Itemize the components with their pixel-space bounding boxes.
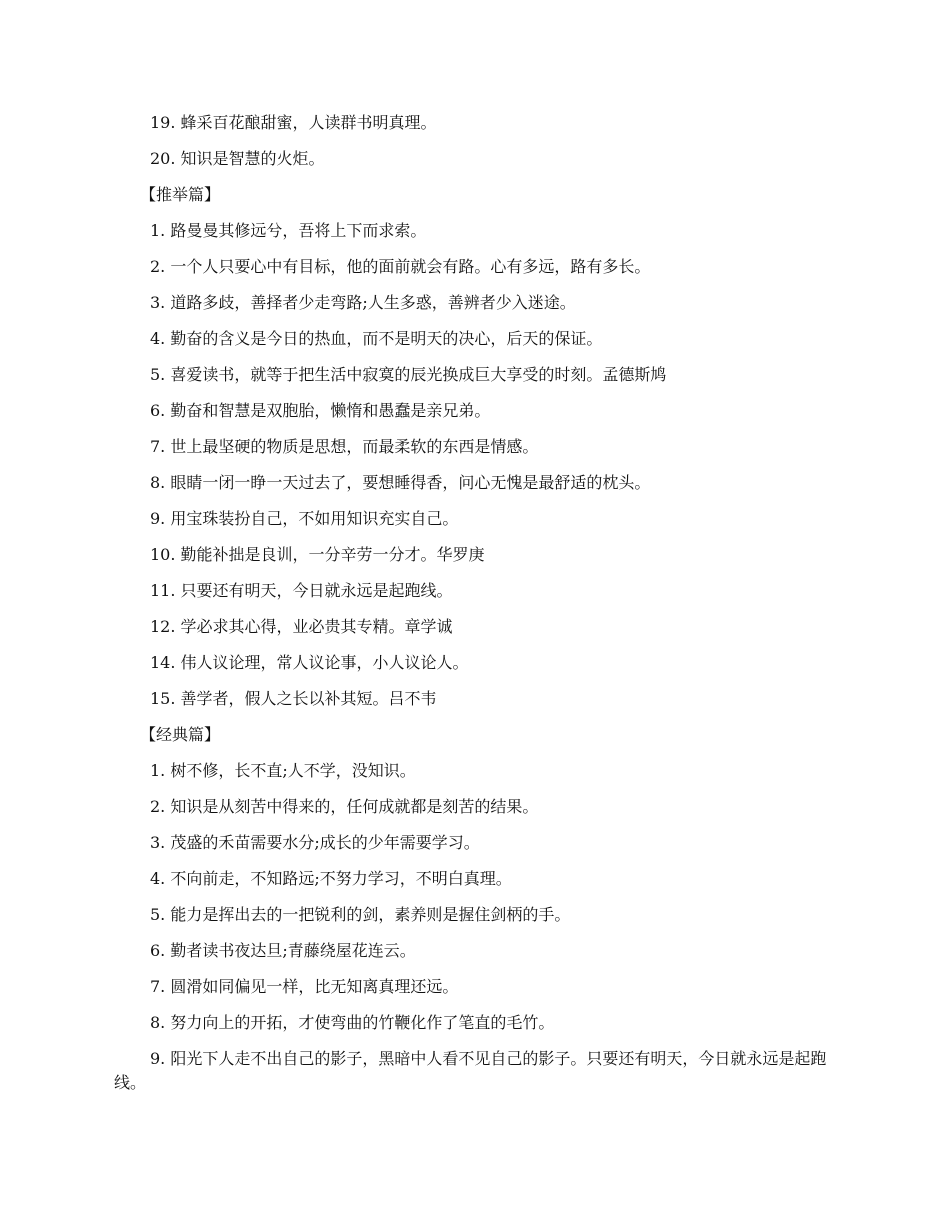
quote-line: 20. 知识是智慧的火炬。	[150, 149, 325, 168]
quote-line: 3. 茂盛的禾苗需要水分;成长的少年需要学习。	[150, 833, 480, 852]
quote-line: 14. 伟人议论理，常人议论事，小人议论人。	[150, 653, 469, 672]
quote-line: 8. 努力向上的开拓，才使弯曲的竹鞭化作了笔直的毛竹。	[150, 1013, 555, 1032]
quote-line: 9. 用宝珠装扮自己，不如用知识充实自己。	[150, 509, 459, 528]
final-paragraph: 9. 阳光下人走不出自己的影子，黑暗中人看不见自己的影子。只要还有明天，今日就永远是起跑线。	[114, 1049, 827, 1092]
quote-line: 1. 路曼曼其修远兮，吾将上下而求索。	[150, 221, 427, 240]
quote-line: 15. 善学者，假人之长以补其短。吕不韦	[150, 689, 437, 708]
quote-line: 1. 树不修，长不直;人不学，没知识。	[150, 761, 416, 780]
quote-line: 8. 眼睛一闭一睁一天过去了，要想睡得香，问心无愧是最舒适的枕头。	[150, 473, 651, 492]
quote-line: 3. 道路多歧，善择者少走弯路;人生多惑，善辨者少入迷途。	[150, 293, 576, 312]
quote-line: 2. 知识是从刻苦中得来的，任何成就都是刻苦的结果。	[150, 797, 539, 816]
section-heading-tuiju: 【推举篇】	[140, 185, 221, 204]
quote-line: 6. 勤奋和智慧是双胞胎，懒惰和愚蠢是亲兄弟。	[150, 401, 491, 420]
quote-line: 10. 勤能补拙是良训，一分辛劳一分才。华罗庚	[150, 545, 485, 564]
section-heading-jingdian: 【经典篇】	[140, 725, 221, 744]
quote-line: 19. 蜂采百花酿甜蜜，人读群书明真理。	[150, 113, 437, 132]
quote-line: 4. 勤奋的含义是今日的热血，而不是明天的决心，后天的保证。	[150, 329, 603, 348]
quote-line: 7. 世上最坚硬的物质是思想，而最柔软的东西是情感。	[150, 437, 539, 456]
quote-line: 5. 能力是挥出去的一把锐利的剑，素养则是握住剑柄的手。	[150, 905, 571, 924]
quote-line: 4. 不向前走，不知路远;不努力学习，不明白真理。	[150, 869, 512, 888]
quote-line: 12. 学必求其心得，业必贵其专精。章学诚	[150, 617, 453, 636]
document-body	[114, 111, 836, 1095]
quote-line: 6. 勤者读书夜达旦;青藤绕屋花连云。	[150, 941, 416, 960]
quote-line: 7. 圆滑如同偏见一样，比无知离真理还远。	[150, 977, 459, 996]
quote-line: 5. 喜爱读书，就等于把生活中寂寞的辰光换成巨大享受的时刻。孟德斯鸠	[150, 365, 667, 384]
quote-line: 2. 一个人只要心中有目标，他的面前就会有路。心有多远，路有多长。	[150, 257, 651, 276]
quote-line: 11. 只要还有明天，今日就永远是起跑线。	[150, 581, 453, 600]
